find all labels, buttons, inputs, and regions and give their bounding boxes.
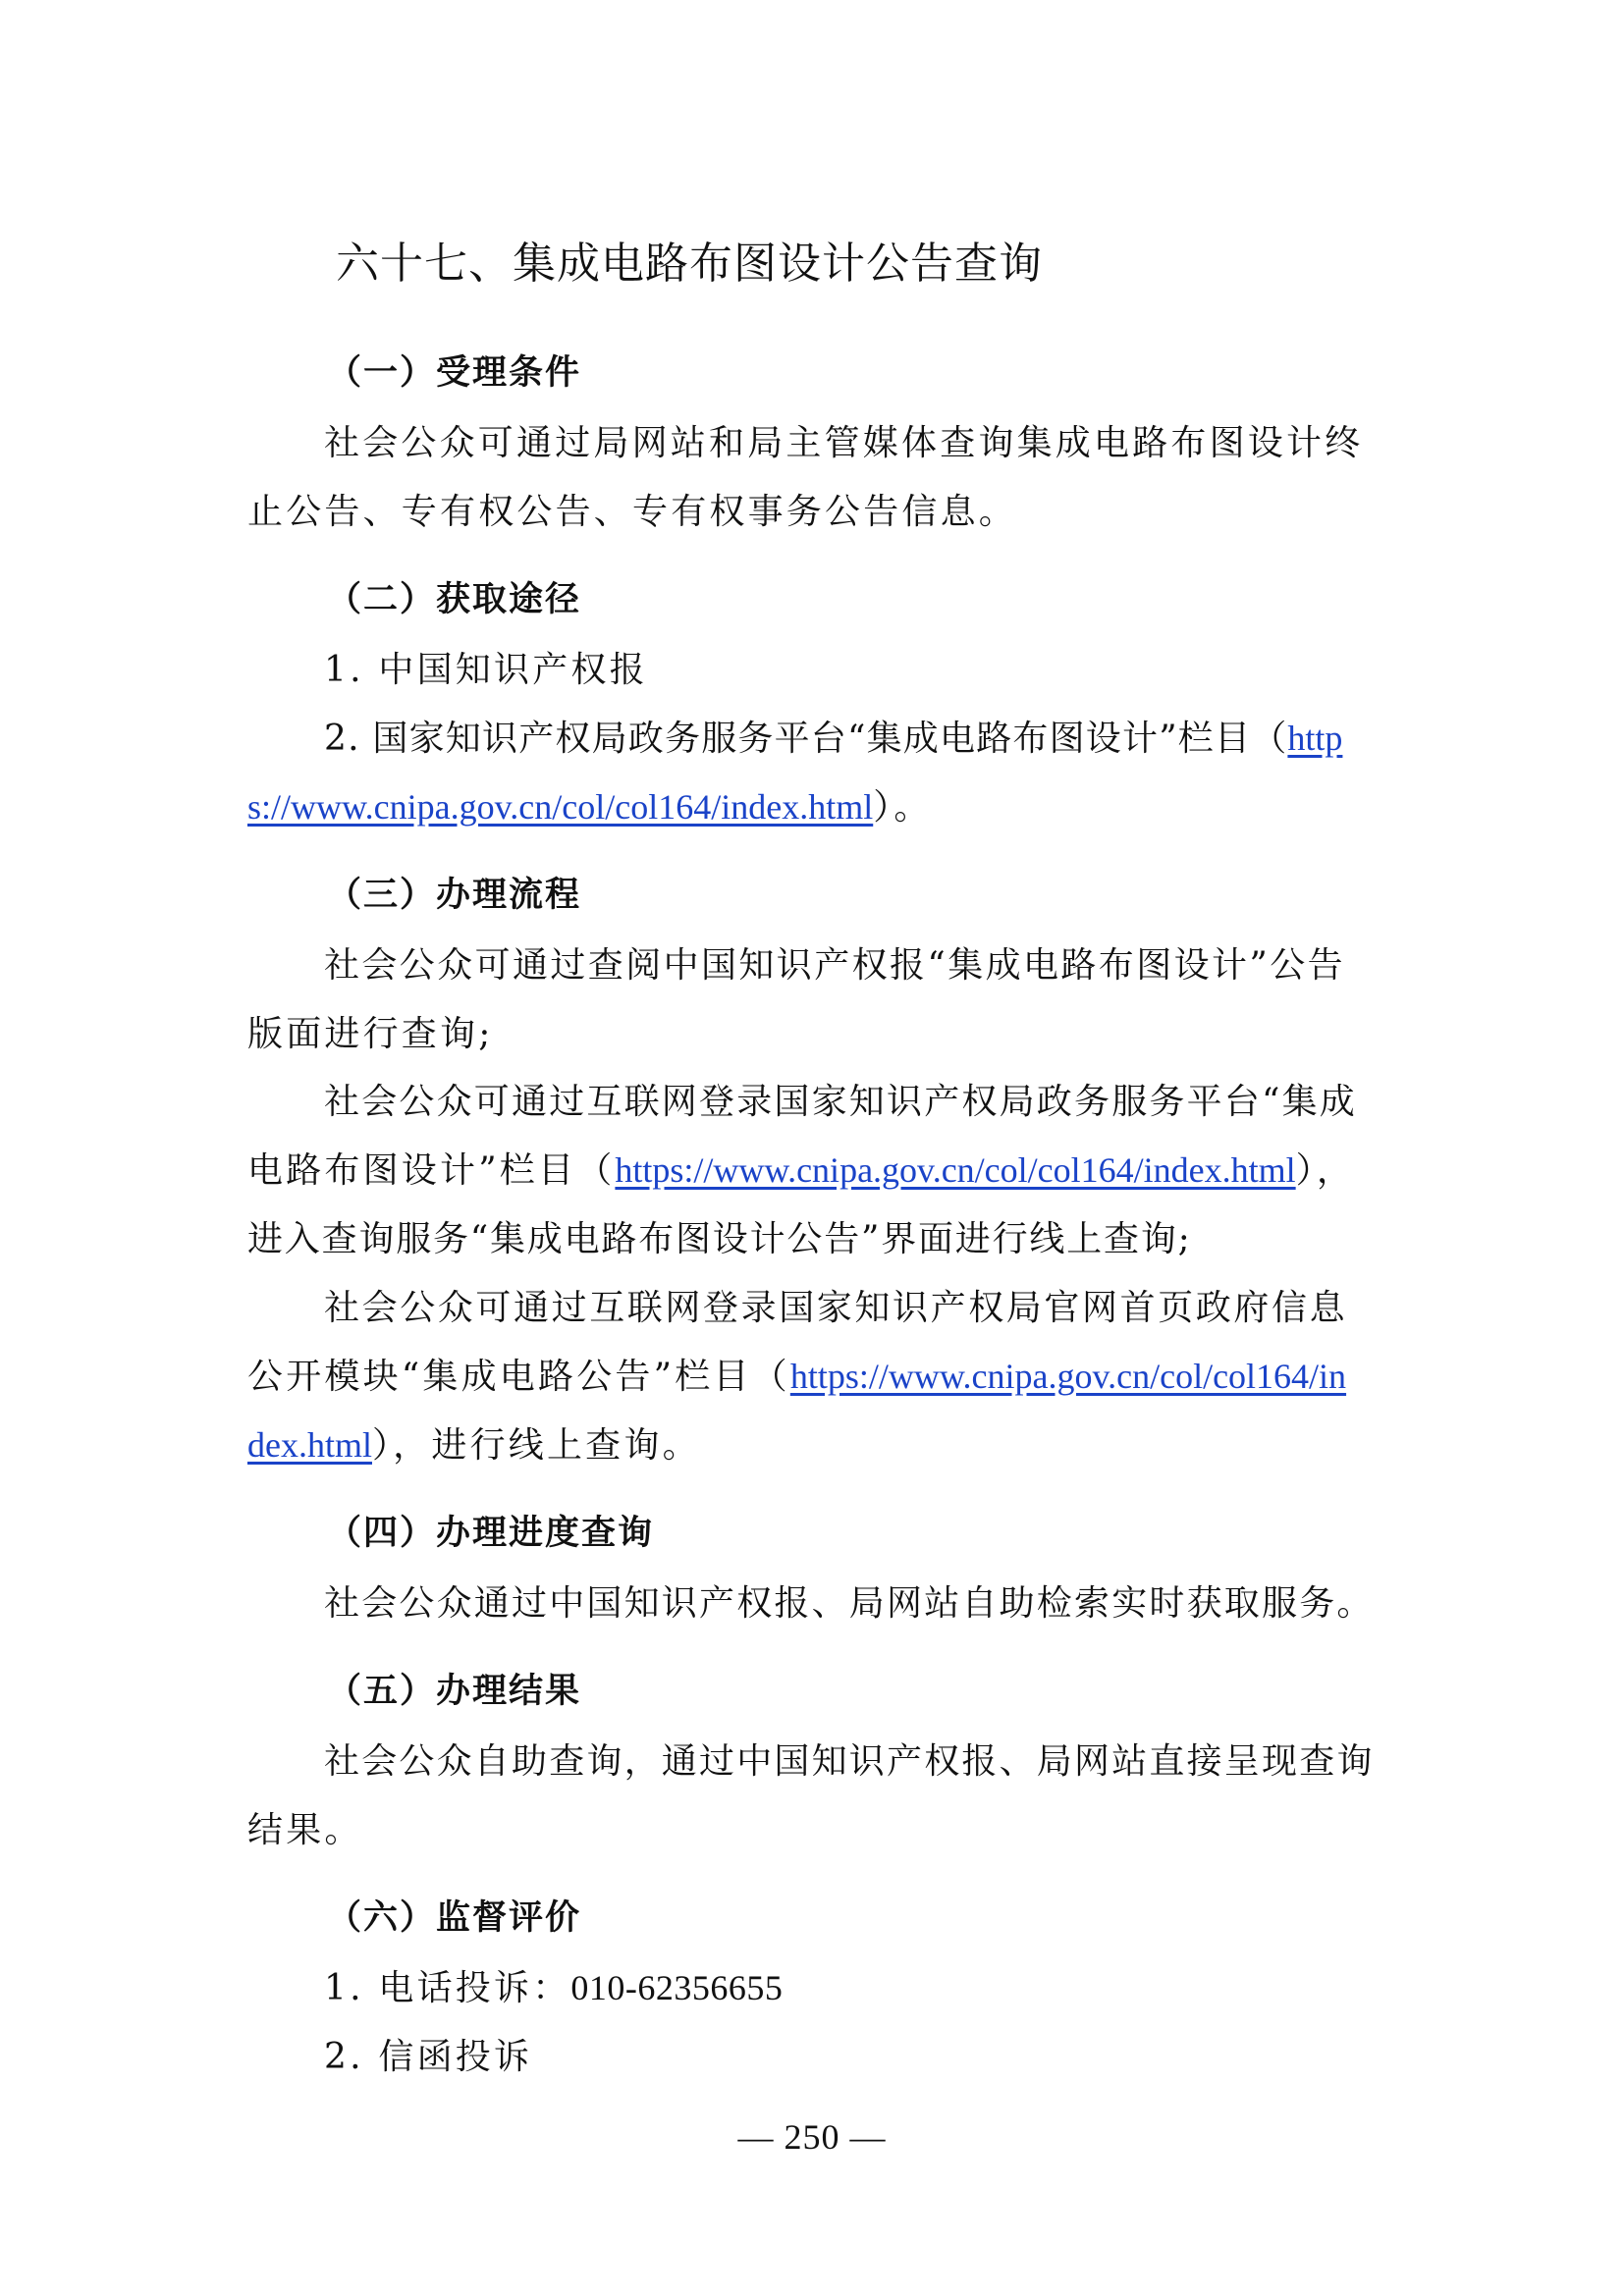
paragraph-line: 版面进行查询;: [247, 1014, 494, 1054]
paragraph-line: 社会公众通过中国知识产权报、局网站自助检索实时获取服务。: [324, 1583, 1375, 1624]
paragraph-text: 电路布图设计”栏目（: [247, 1150, 616, 1191]
platform-link[interactable]: https://www.cnipa.gov.cn/col/col164/index.html: [615, 1150, 1296, 1190]
link-suffix: ），进行线上查询。: [371, 1425, 701, 1466]
section-heading-results: （五）办理结果: [327, 1672, 582, 1711]
paragraph-line: [247, 1349, 1346, 1399]
link-suffix: ），: [1295, 1150, 1356, 1191]
official-site-link[interactable]: https://www.cnipa.gov.cn/col/col164/in: [789, 1357, 1347, 1396]
paragraph-line: 止公告、专有权公告、专有权事务公告信息。: [247, 492, 1018, 532]
paragraph-text: 公开模块“集成电路公告”栏目（: [247, 1357, 790, 1397]
list-item: 1. 中国知识产权报: [324, 650, 648, 690]
paragraph-line: 社会公众可通过局网站和局主管媒体查询集成电路布图设计终: [324, 423, 1364, 463]
list-item: [324, 1960, 783, 2010]
list-item-text: 2. 国家知识产权局政务服务平台“集成电路布图设计”栏目（: [324, 719, 1288, 759]
paragraph-line: 社会公众自助查询，通过中国知识产权报、局网站直接呈现查询: [324, 1741, 1375, 1782]
page-title: 六十七、集成电路布图设计公告查询: [336, 239, 1043, 289]
list-item: [324, 711, 1342, 761]
section-heading-procedure: （三）办理流程: [327, 876, 582, 915]
paragraph-line: [247, 1417, 701, 1468]
official-site-link[interactable]: dex.html: [247, 1425, 372, 1465]
paragraph-line: 社会公众可通过互联网登录国家知识产权局官网首页政府信息: [324, 1288, 1348, 1328]
paragraph-line: 社会公众可通过互联网登录国家知识产权局政务服务平台“集成: [324, 1082, 1358, 1122]
section-heading-access-channels: （二）获取途径: [327, 580, 582, 619]
platform-link[interactable]: http: [1287, 719, 1343, 758]
paragraph-line: 社会公众可通过查阅中国知识产权报“集成电路布图设计”公告: [324, 945, 1346, 986]
complaint-phone-number: 010-62356655: [570, 1968, 784, 2007]
list-item: 2. 信函投诉: [324, 2037, 533, 2077]
paragraph-line: 结果。: [247, 1810, 363, 1850]
page-number: — 250 —: [737, 2117, 887, 2157]
list-item-text: 1. 电话投诉：: [324, 1968, 571, 2008]
section-heading-supervision: （六）监督评价: [327, 1898, 582, 1938]
section-heading-acceptance-conditions: （一）受理条件: [327, 353, 582, 393]
paragraph-line: [247, 1143, 1355, 1193]
platform-link[interactable]: s://www.cnipa.gov.cn/col/col164/index.html: [247, 787, 874, 827]
paragraph-line: [247, 779, 933, 829]
link-suffix: ）。: [873, 787, 933, 828]
section-heading-progress-query: （四）办理进度查询: [327, 1514, 655, 1553]
paragraph-line: 进入查询服务“集成电路布图设计公告”界面进行线上查询;: [247, 1219, 1192, 1259]
